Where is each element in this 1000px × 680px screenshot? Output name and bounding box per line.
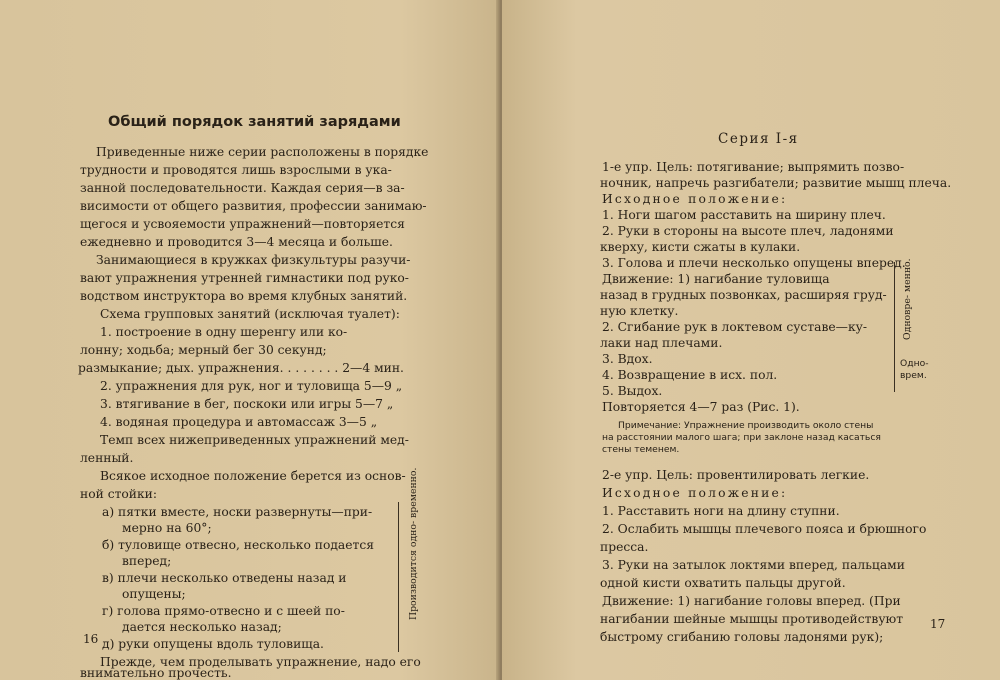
text-line: ежедневно и проводится 3—4 месяца и больше.	[80, 235, 393, 249]
page-number: 16	[83, 632, 99, 646]
page-number: 17	[930, 617, 946, 631]
brace-line	[894, 352, 895, 392]
list-item: мерно на 60°;	[122, 521, 212, 535]
text-line: 1-е упр. Цель: потягивание; выпрямить позво-	[602, 160, 905, 174]
note-line: стены теменем.	[602, 444, 680, 455]
text-line: Занимающиеся в кружках физкультуры разучи-	[96, 253, 411, 267]
note-line: Примечание: Упражнение производить около стены	[618, 420, 874, 431]
text-line: висимости от общего развития, профессии занимаю-	[80, 199, 427, 213]
brace-line	[398, 502, 399, 652]
list-item: 4. Возвращение в исх. пол.	[602, 368, 778, 382]
brace-line	[894, 262, 895, 352]
list-item: 1. построение в одну шеренгу или ко-	[100, 325, 348, 339]
text-line: Темп всех нижеприведенных упражнений мед-	[100, 433, 409, 447]
text-line: ную клетку.	[600, 304, 679, 318]
list-item: а) пятки вместе, носки развернуты—при-	[102, 505, 373, 519]
text-line: ленный.	[80, 451, 134, 465]
list-item: 2. Сгибание рук в локтевом суставе—ку-	[602, 320, 868, 334]
list-item: 1. Ноги шагом расставить на ширину плеч.	[602, 208, 886, 222]
text-line: нагибании шейные мышцы противодействуют	[600, 612, 904, 626]
text-line: Всякое исходное положение берется из основ-	[100, 469, 406, 483]
page-title: Общий порядок занятий зарядами	[108, 114, 401, 130]
list-item: 3. Руки на затылок локтями вперед, пальцами	[602, 558, 905, 572]
list-item: 2. Руки в стороны на высоте плеч, ладонями	[602, 224, 894, 238]
list-item: лонну; ходьба; мерный бег 30 секунд;	[80, 343, 327, 357]
text-line: Повторяется 4—7 раз (Рис. 1).	[602, 400, 800, 414]
text-line: 2-е упр. Цель: провентилировать легкие.	[602, 468, 870, 482]
text-line: назад в грудных позвонках, расширяя груд-	[600, 288, 887, 302]
list-item: вперед;	[122, 554, 172, 568]
text-line: Прежде, чем проделывать упражнение, надо его	[100, 655, 421, 669]
right-page	[502, 0, 1000, 680]
list-item: одной кисти охватить пальцы другой.	[600, 576, 846, 590]
side-note: Производится одно- временно.	[408, 467, 419, 620]
list-item: д) руки опущены вдоль туловища.	[102, 637, 324, 651]
text-line: внимательно прочесть.	[80, 666, 232, 680]
list-item: в) плечи несколько отведены назад и	[102, 571, 347, 585]
list-item: 5. Выдох.	[602, 384, 663, 398]
text-line: Движение: 1) нагибание туловища	[602, 272, 830, 286]
text-line: занной последовательности. Каждая серия—в за-	[80, 181, 405, 195]
list-item: 4. водяная процедура и автомассаж 3—5 „	[100, 415, 378, 429]
list-item: б) туловище отвесно, несколько подается	[102, 538, 374, 552]
list-item: дается несколько назад;	[122, 620, 282, 634]
text-line: вают упражнения утренней гимнастики под руко-	[80, 271, 409, 285]
side-note: Одновре- менно.	[902, 258, 913, 340]
list-item: 3. втягивание в бег, поскоки или игры 5—7 „	[100, 397, 394, 411]
list-item: лаки над плечами.	[600, 336, 723, 350]
side-note: Одно- врем.	[900, 358, 929, 381]
list-item: 3. Голова и плечи несколько опущены вперед.	[602, 256, 906, 270]
subheading: Исходное положение:	[602, 486, 788, 500]
text-line: щегося и усвояемости упражнений—повторяется	[80, 217, 405, 231]
list-item: кверху, кисти сжаты в кулаки.	[600, 240, 801, 254]
list-item: 2. упражнения для рук, ног и туловища 5—9 „	[100, 379, 403, 393]
text-line: ной стойки:	[80, 487, 158, 501]
list-item: размыкание; дых. упражнения. . . . . . . . 2—4 мин.	[78, 361, 404, 375]
list-item: опущены;	[122, 587, 186, 601]
section-heading: Схема групповых занятий (исключая туалет):	[100, 307, 400, 321]
text-line: трудности и проводятся лишь взрослыми в ука-	[80, 163, 392, 177]
note-line: на расстоянии малого шага; при заклоне назад касаться	[602, 432, 881, 443]
text-line: Приведенные ниже серии расположены в порядке	[96, 145, 429, 159]
list-item: г) голова прямо-отвесно и с шеей по-	[102, 604, 345, 618]
list-item: 2. Ослабить мышцы плечевого пояса и брюшного	[602, 522, 927, 536]
text-line: ночник, напречь разгибатели; развитие мышц плеча.	[600, 176, 952, 190]
subheading: Исходное положение:	[602, 192, 788, 206]
text-line: Движение: 1) нагибание головы вперед. (При	[602, 594, 901, 608]
page-title: Серия I-я	[718, 131, 799, 147]
text-line: быстрому сгибанию головы ладонями рук);	[600, 630, 884, 644]
list-item: 1. Расставить ноги на длину ступни.	[602, 504, 840, 518]
list-item: пресса.	[600, 540, 649, 554]
list-item: 3. Вдох.	[602, 352, 653, 366]
text-line: водством инструктора во время клубных занятий.	[80, 289, 408, 303]
